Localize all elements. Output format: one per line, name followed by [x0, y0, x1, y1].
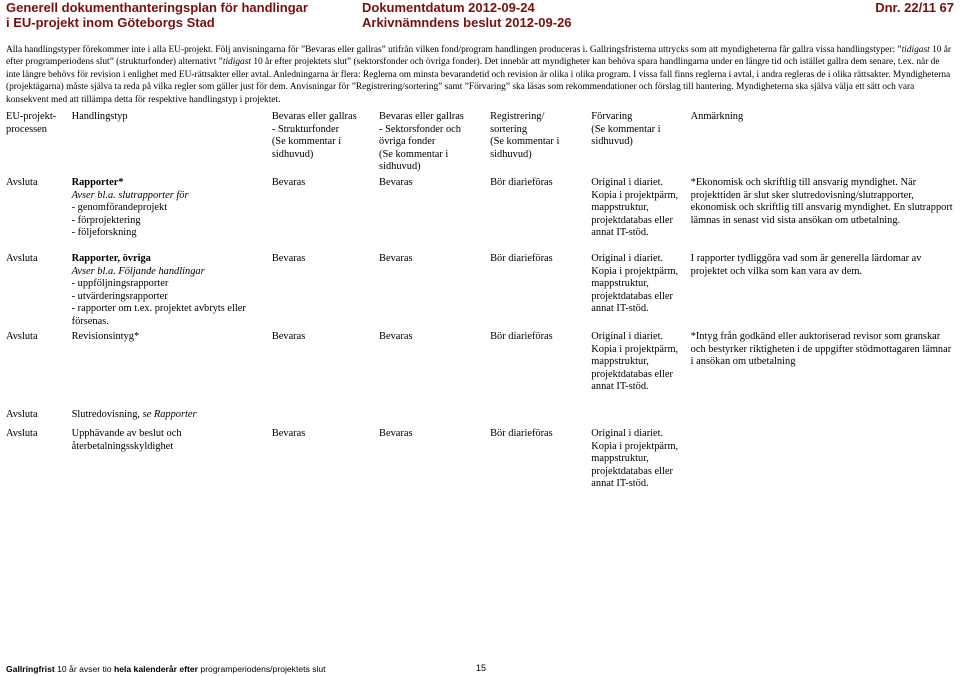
cell-type: Revisionsintyg* [71, 331, 140, 342]
cell-process: Avsluta [6, 177, 38, 188]
cell-note [691, 428, 960, 491]
cell-note: *Intyg från godkänd eller auktoriserad revisor som granskar och bestyrker riktigheten i de uppgifter stödmottagaren lämnar i ansökan om utbetalning [690, 331, 952, 368]
cell-process: Avsluta [6, 253, 38, 264]
cell-type [72, 409, 272, 428]
intro-text [6, 44, 954, 106]
cell-sektor: Bevaras [379, 253, 413, 264]
cell-sektor: Bevaras [379, 331, 413, 342]
type-italic: Avser bl.a. Följande handlingar [71, 265, 205, 277]
col-forvaring: Förvaring (Se kommentar i sidhuvud) [591, 111, 661, 148]
table-row [6, 253, 960, 331]
header-dnr: Dnr. 22/11 67 [875, 0, 954, 15]
table-row [6, 428, 960, 491]
cell-struct: Bevaras [271, 177, 306, 188]
col-type: Handlingstyp [71, 111, 128, 122]
cell-forvaring [591, 409, 690, 428]
type-bold: Rapporter* [71, 177, 124, 188]
cell-registrering: Bör diarieföras [490, 177, 553, 188]
page-number: 15 [476, 663, 487, 673]
cell-note: I rapporter tydliggöra vad som är generella lärdomar av projektet och vilka som kan vara av dem. [690, 253, 922, 277]
header-title-line2: i EU-projekt inom Göteborgs Stad [6, 15, 215, 30]
type-rest: - uppföljningsrapporter - utvärderingsrapporter - rapporter om t.ex. projektet avbryts eller försenas. [71, 278, 246, 327]
col-registrering: Registrering/ sortering (Se kommentar i sidhuvud) [490, 111, 560, 160]
col-anmarkning: Anmärkning [690, 111, 744, 122]
cell-sektor: Bevaras [379, 177, 413, 188]
cell-registrering: Bör diarieföras [490, 428, 553, 439]
header-date: Dokumentdatum 2012-09-24 [362, 0, 535, 15]
intro-part: Alla handlingstyper förekommer inte i alla EU-projekt. Följ anvisningarna för ”Bevaras eller gallras” utifrån vilken fond/program handlingen produceras i. Gallringsfristerna uttrycks som att myndigheterna får gallra vissa handlingstyper: ” [6, 45, 902, 55]
table-row [6, 331, 960, 409]
footer-text-end: programperiodens/projektets slut [198, 664, 326, 674]
intro-part: 10 år efter programperiodens slut” (strukturfonder) alternativt ” [6, 45, 952, 68]
cell-forvaring: Original i diariet. Kopia i projektpärm, mappstruktur, projektdatabas eller annat IT-stöd. [591, 253, 679, 315]
cell-note: *Ekonomisk och skriftlig till ansvarig myndighet. När projekttiden är slut sker slutredovisning/slutrapporter, ekonomisk och skriftlig till ansvarig myndighet. En slutrapport lämnas in senast vid sista ansökan om utbetalning. [690, 177, 953, 226]
intro-part-italic: tidigast [222, 57, 251, 68]
cell-type: Upphävande av beslut och återbetalningsskyldighet [71, 428, 182, 452]
cell-forvaring: Original i diariet. Kopia i projektpärm, mappstruktur, projektdatabas eller annat IT-stöd. [591, 177, 679, 239]
cell-struct: Bevaras [271, 428, 306, 439]
intro-part: 10 år efter projektets slut” (sektorsfonder och övriga fonder). Det innebär att myndigheter kan behöva spara handlingarna under en längre tid och istället gallra dem senare, t.ex. när de inte längre behövs för revision i enlighet med EU-rättsakter eller avtal. Anledningarna är flera: Reglerna om minsta bevarandetid och revision är olika i olika program. I vissa fall finns reglerna i avtal, i andra regleras de i olika rättsakter. Myndigheterna (projektägarna) måste själva ta reda på vilka regler som gäller just för dem. Anvisningar för ”Registrering/sortering” samt ”Förvaring” ska läsas som rekommendationer och förslag till hantering. Myndigheterna ska själva välja ett sätt och vara konsekvent med att tillämpa detta för respektive handlingstyp i projektet. [6, 57, 951, 105]
cell-forvaring: Original i diariet. Kopia i projektpärm, mappstruktur, projektdatabas eller annat IT-stöd. [591, 428, 679, 490]
footer-term: Gallringfrist [6, 664, 55, 674]
intro-paragraph [6, 44, 954, 106]
cell-type [72, 253, 272, 331]
type-bold: Rapporter, övriga [71, 253, 151, 264]
footer-bold: hela kalenderår efter [113, 664, 199, 674]
intro-part-italic: tidigast [901, 45, 930, 55]
header-decision: Arkivnämndens beslut 2012-09-26 [362, 15, 572, 30]
cell-struct [272, 409, 379, 428]
type-rest: - genomförandeprojekt - förprojektering - följeforskning [71, 202, 168, 239]
cell-registrering [490, 409, 591, 428]
col-process: EU-projekt- processen [6, 111, 57, 135]
page-footer [6, 664, 326, 674]
cell-note [691, 409, 960, 428]
type-tail-italic: se Rapporter [142, 409, 197, 420]
header-title-line1: Generell dokumenthanteringsplan för handlingar [6, 0, 308, 15]
cell-sektor: Bevaras [379, 428, 413, 439]
cell-process: Avsluta [6, 409, 38, 420]
col-struct: Bevaras eller gallras - Strukturfonder (Se kommentar i sidhuvud) [271, 111, 357, 160]
cell-forvaring: Original i diariet. Kopia i projektpärm, mappstruktur, projektdatabas eller annat IT-stöd. [591, 331, 679, 393]
table-row [6, 409, 960, 428]
footer-text: 10 år avser tio [54, 664, 114, 674]
document-table [6, 111, 960, 491]
cell-type [72, 177, 272, 253]
cell-process: Avsluta [6, 428, 38, 439]
table-header-row [6, 111, 960, 177]
cell-struct: Bevaras [271, 331, 306, 342]
cell-registrering: Bör diarieföras [490, 331, 553, 342]
cell-process: Avsluta [6, 331, 38, 342]
cell-struct: Bevaras [271, 253, 306, 264]
cell-sektor [379, 409, 490, 428]
cell-registrering: Bör diarieföras [490, 253, 553, 264]
col-sektor: Bevaras eller gallras - Sektorsfonder och övriga fonder (Se kommentar i sidhuvud) [379, 111, 464, 173]
type-italic: Avser bl.a. slutrapporter för [71, 189, 189, 201]
table-row [6, 177, 960, 253]
type-rest: Slutredovisning, [71, 409, 143, 420]
